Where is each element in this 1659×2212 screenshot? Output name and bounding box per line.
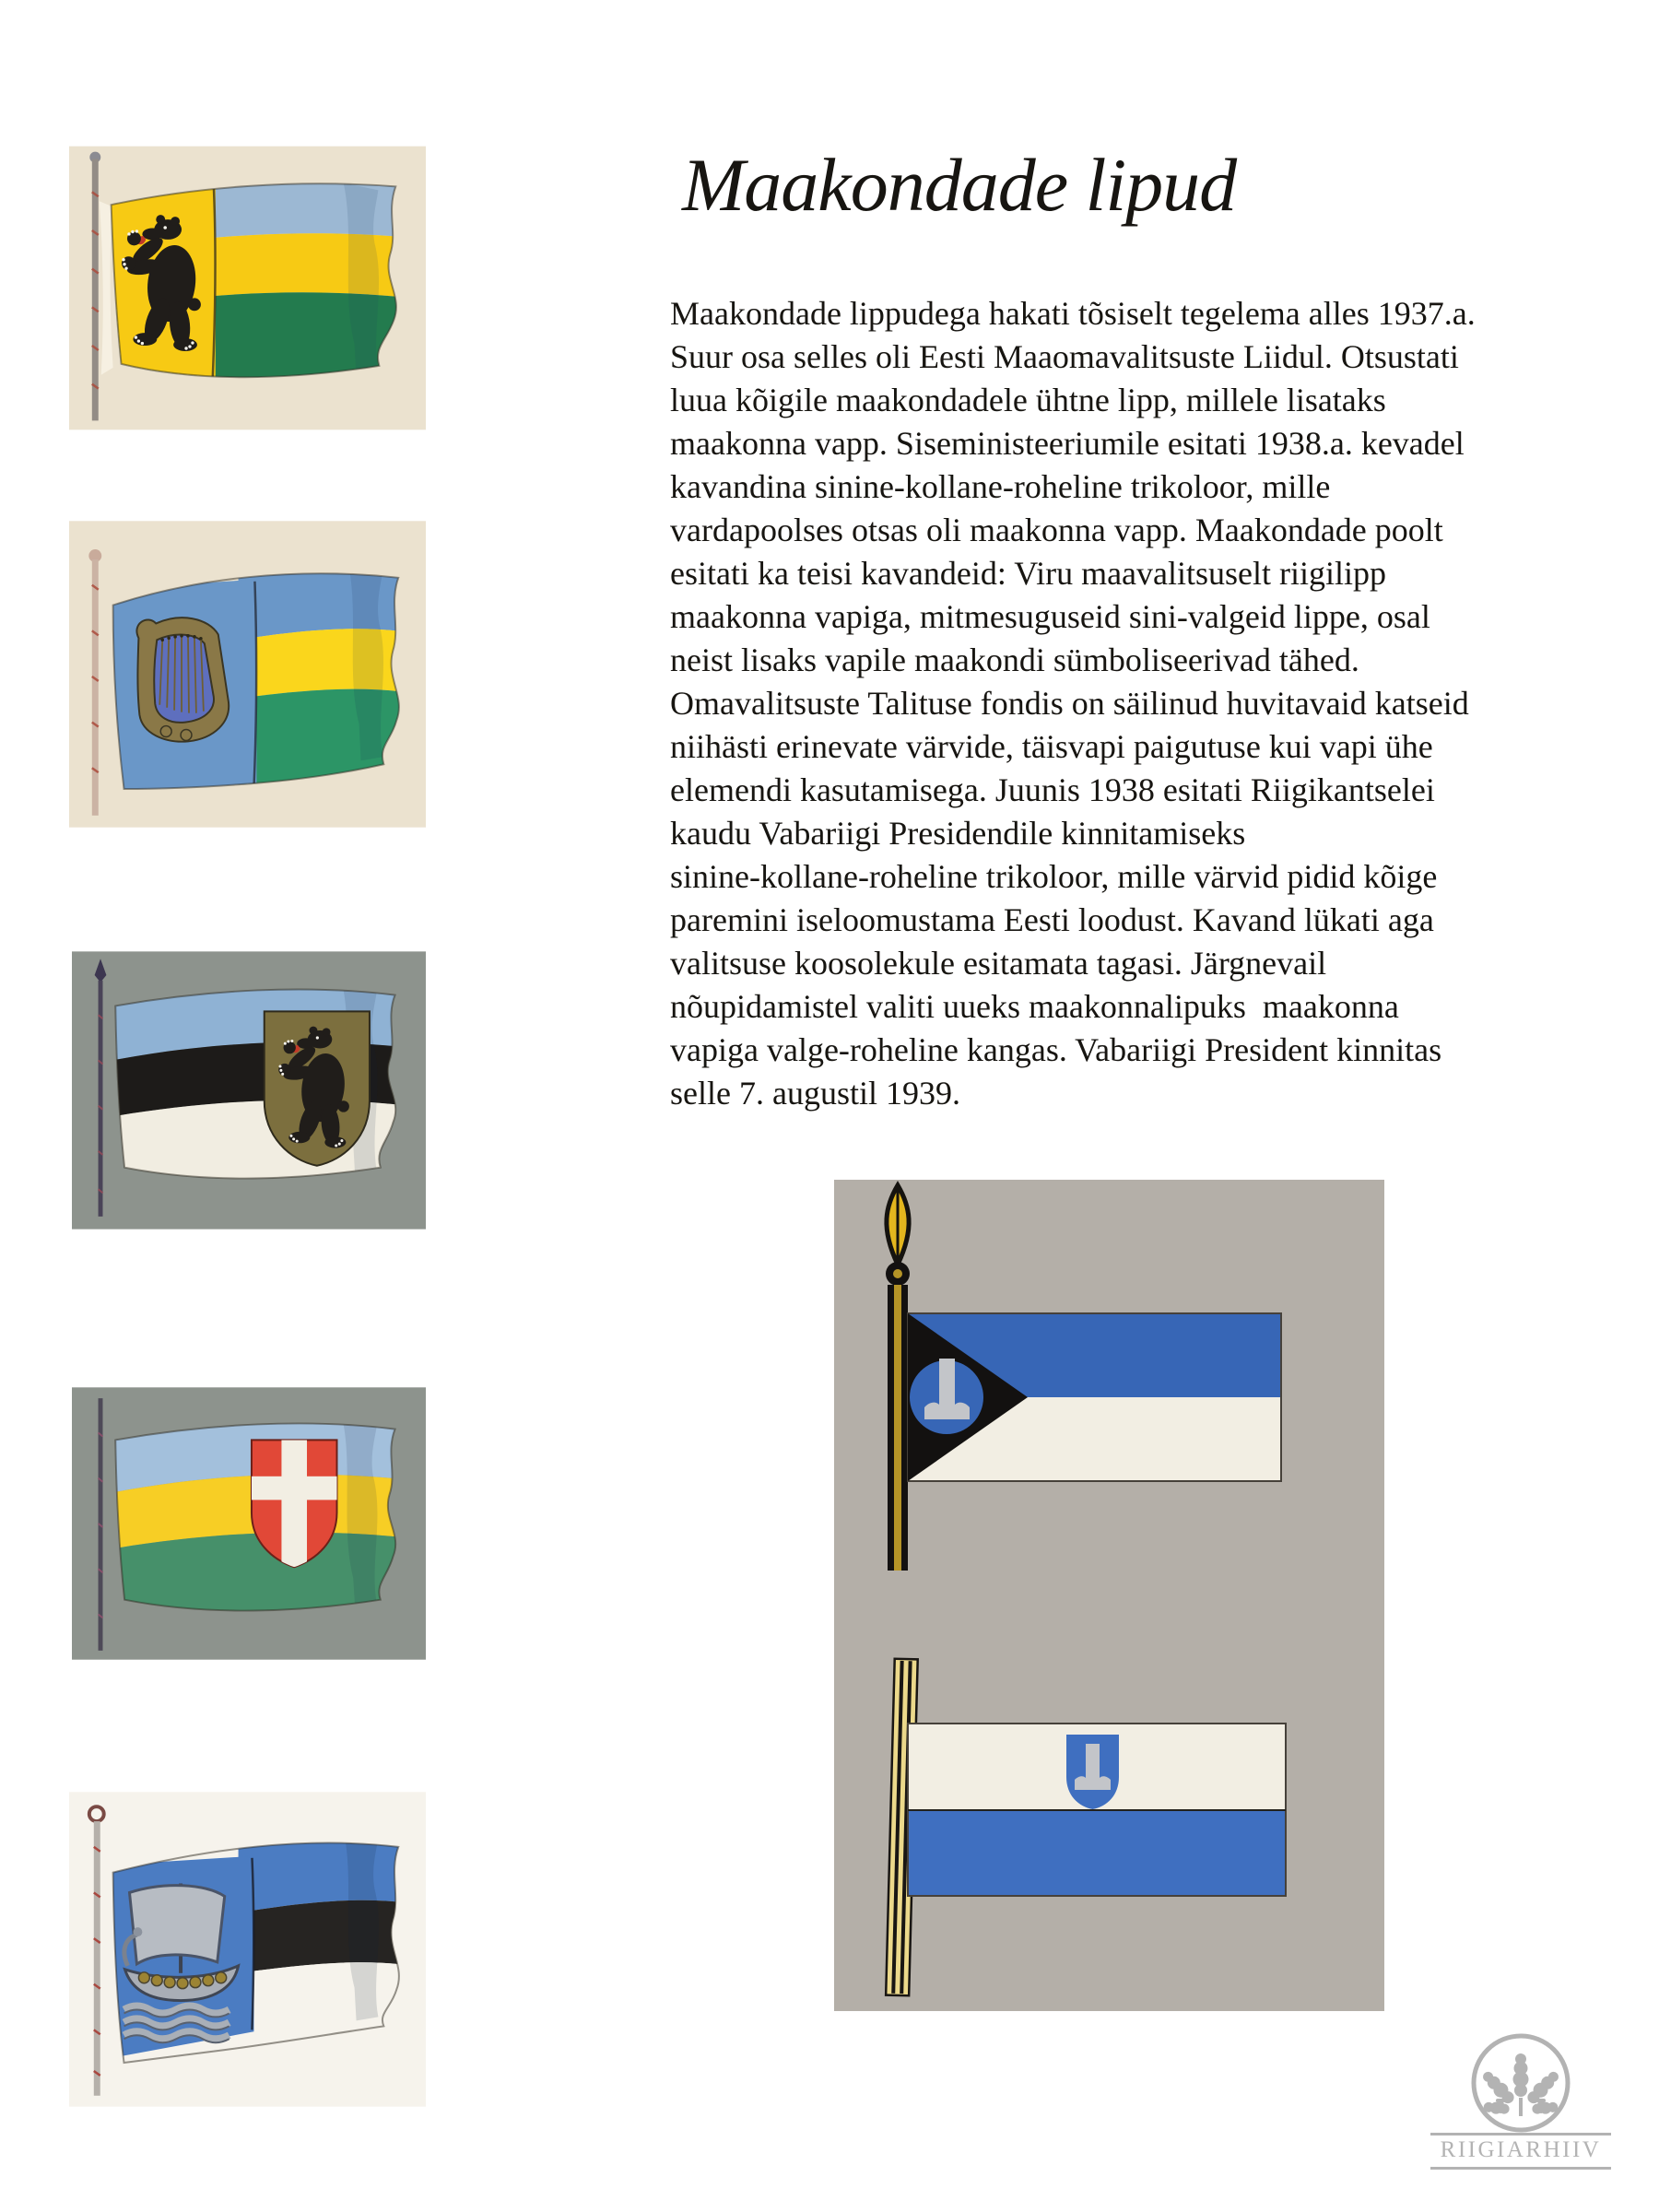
paragraph-line: niihästi erinevate värvide, täisvapi paigutuse kui vapi ühe	[670, 728, 1433, 765]
harp-icon	[136, 618, 229, 741]
bear-shield-icon	[265, 1011, 370, 1165]
flag-painting-tricolor-bear-shield	[72, 949, 426, 1231]
flag-painting-bear-hoist	[69, 146, 426, 430]
paragraph-line: paremini iseloomustama Eesti loodust. Kavand lükati aga	[670, 901, 1434, 938]
paragraph-line: neist lisaks vapile maakondi sümboliseerivad tähed.	[670, 641, 1359, 678]
paragraph-line: Omavalitsuste Talituse fondis on säilinud huvitavaid katseid	[670, 685, 1469, 722]
logo-wordmark: RIIGIARHIIV	[1430, 2133, 1611, 2170]
flag-painting-viking-ship	[69, 1791, 426, 2108]
flag-panel-two-hammer-flags	[834, 1180, 1384, 2011]
flagpole	[99, 1398, 103, 1651]
paragraph-line: kavandina sinine-kollane-roheline trikoloor, mille	[670, 468, 1331, 505]
oak-tree-icon	[1459, 2026, 1583, 2135]
paragraph-line: selle 7. augustil 1939.	[670, 1075, 960, 1112]
paragraph-line: luua kõigile maakondadele ühtne lipp, millele lisataks	[670, 382, 1386, 418]
flag-painting-harp-hoist	[69, 519, 426, 830]
paragraph-line: valitsuse koosolekule esitamata tagasi. Järgnevail	[670, 945, 1327, 982]
paragraph-line: sinine-kollane-roheline trikoloor, mille värvid pidid kõige	[670, 858, 1438, 895]
paragraph-line: kaudu Vabariigi Presidendile kinnitamiseks	[670, 815, 1246, 852]
page-title: Maakondade lipud	[682, 143, 1237, 227]
paragraph-line: vardapoolses otsas oli maakonna vapp. Maakondade poolt	[670, 512, 1443, 548]
body-text	[670, 292, 1555, 1115]
paragraph-line: maakonna vapp. Siseministeeriumile esitati 1938.a. kevadel	[670, 425, 1465, 462]
paragraph-line: vapiga valge-roheline kangas. Vabariigi President kinnitas	[670, 1031, 1442, 1068]
paragraph-line: maakonna vapiga, mitmesuguseid sini-valgeid lippe, osal	[670, 598, 1430, 635]
paragraph-line: esitati ka teisi kavandeid: Viru maavalitsuselt riigilipp	[670, 555, 1387, 592]
paragraph-line: Suur osa selles oli Eesti Maaomavalitsuste Liidul. Otsustati	[670, 338, 1459, 375]
flag-painting-cross-shield	[72, 1385, 426, 1662]
paragraph-line: nõupidamistel valiti uueks maakonnalipuks maakonna	[670, 988, 1399, 1025]
cross-shield-icon	[252, 1440, 337, 1567]
paragraph-line: elemendi kasutamisega. Juunis 1938 esitati Riigikantselei	[670, 771, 1435, 808]
paragraph-line: Maakondade lippudega hakati tõsiselt tegelema alles 1937.a.	[670, 295, 1476, 332]
